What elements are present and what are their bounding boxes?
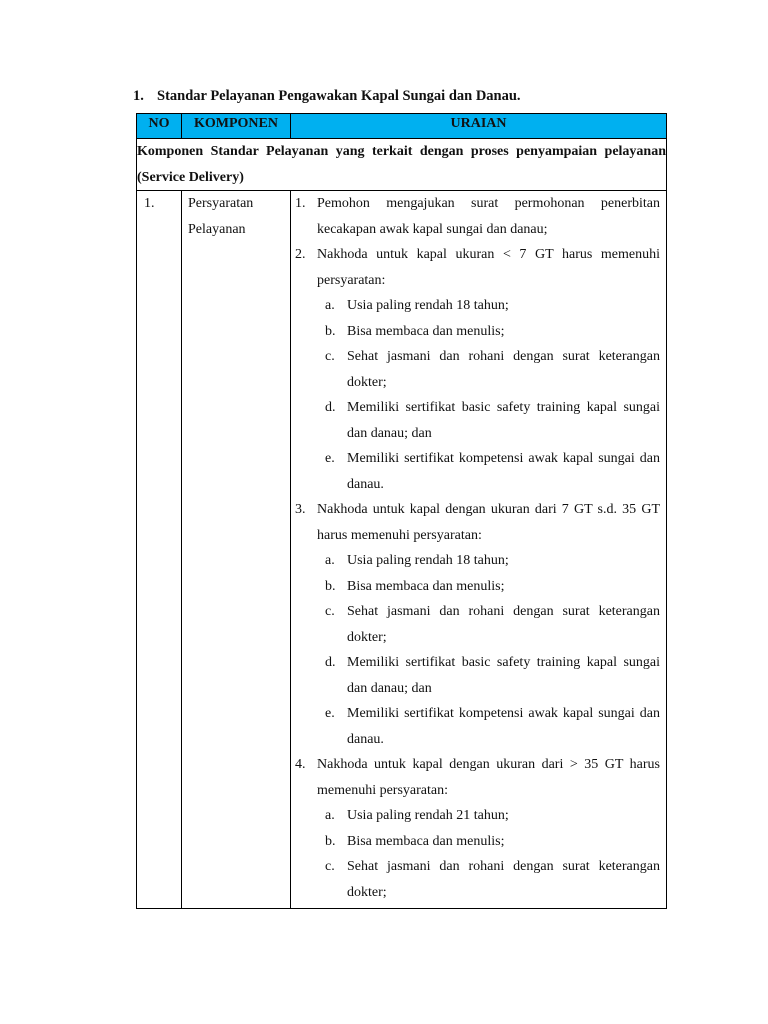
sub-list-item-text: Usia paling rendah 18 tahun; [347, 298, 509, 313]
sub-list-item [317, 446, 660, 497]
sub-list-item-text: Bisa membaca dan menulis; [347, 323, 505, 339]
list-item-number: 2. [295, 247, 306, 262]
section-title: Komponen Standar Pelayanan yang terkait dengan proses penyampaian pelayanan (Service Delivery) [137, 139, 667, 191]
sub-list-item-letter: d. [325, 655, 336, 670]
list-item [295, 752, 660, 905]
sub-list-item-text: Bisa membaca dan menulis; [347, 833, 505, 849]
sub-list-item-letter: a. [325, 808, 335, 823]
header-komponen: KOMPONEN [182, 114, 291, 139]
list-item-text: Nakhoda untuk kapal dengan ukuran dari > 35 GT harus memenuhi persyaratan: [317, 757, 660, 798]
list-item-text: Nakhoda untuk kapal ukuran < 7 GT harus memenuhi persyaratan: [317, 247, 660, 288]
sub-list-item [317, 829, 660, 855]
row-description [291, 191, 667, 909]
sub-list-item-letter: c. [325, 349, 335, 364]
table-header-row [137, 114, 667, 139]
sub-list-item-letter: c. [325, 604, 335, 619]
sub-list-item [317, 854, 660, 905]
sub-list-item [317, 548, 660, 574]
sub-list-item-text: Sehat jasmani dan rohani dengan surat keterangan dokter; [347, 349, 660, 390]
table-row [137, 191, 667, 909]
sub-list-item [317, 599, 660, 650]
sub-list-item-text: Memiliki sertifikat kompetensi awak kapal sungai dan danau. [347, 706, 660, 747]
list-item-text: Pemohon mengajukan surat permohonan penerbitan kecakapan awak kapal sungai dan danau; [317, 196, 660, 237]
header-uraian: URAIAN [291, 114, 667, 139]
sub-list-item-letter: e. [325, 451, 335, 466]
sub-list-item [317, 701, 660, 752]
sub-list-item [317, 344, 660, 395]
sub-list-item-letter: c. [325, 859, 335, 874]
heading-number: 1. [133, 88, 144, 104]
standard-table [136, 113, 667, 909]
sub-list [317, 548, 660, 752]
heading-text: Standar Pelayanan Pengawakan Kapal Sungai dan Danau. [157, 88, 521, 104]
sub-list-item-letter: e. [325, 706, 335, 721]
sub-list-item-text: Usia paling rendah 21 tahun; [347, 808, 509, 823]
sub-list-item-letter: a. [325, 298, 335, 313]
sub-list-item-text: Usia paling rendah 18 tahun; [347, 553, 509, 568]
sub-list-item-text: Memiliki sertifikat kompetensi awak kapal sungai dan danau. [347, 451, 660, 492]
sub-list [317, 293, 660, 497]
sub-list-item [317, 395, 660, 446]
sub-list-item-text: Memiliki sertifikat basic safety training kapal sungai dan danau; dan [347, 400, 660, 441]
sub-list-item-text: Sehat jasmani dan rohani dengan surat keterangan dokter; [347, 859, 660, 900]
list-item-number: 1. [295, 196, 306, 211]
list-item [295, 497, 660, 752]
row-component: Persyaratan Pelayanan [182, 191, 291, 909]
sub-list-item-text: Memiliki sertifikat basic safety training kapal sungai dan danau; dan [347, 655, 660, 696]
list-item [295, 242, 660, 497]
sub-list-item [317, 650, 660, 701]
sub-list-item-letter: b. [325, 578, 336, 594]
sub-list-item-text: Sehat jasmani dan rohani dengan surat keterangan dokter; [347, 604, 660, 645]
sub-list-item-text: Bisa membaca dan menulis; [347, 578, 505, 594]
sub-list-item-letter: a. [325, 553, 335, 568]
sub-list-item-letter: b. [325, 323, 336, 339]
sub-list-item [317, 574, 660, 600]
header-no: NO [137, 114, 182, 139]
list-item-number: 3. [295, 502, 306, 517]
sub-list-item-letter: b. [325, 833, 336, 849]
sub-list-item [317, 803, 660, 829]
list-item [295, 191, 660, 242]
requirements-list [295, 191, 660, 905]
list-item-number: 4. [295, 757, 306, 772]
sub-list [317, 803, 660, 905]
section-row [137, 139, 667, 191]
section-heading [133, 86, 521, 106]
sub-list-item-letter: d. [325, 400, 336, 415]
sub-list-item [317, 319, 660, 345]
sub-list-item [317, 293, 660, 319]
list-item-text: Nakhoda untuk kapal dengan ukuran dari 7 GT s.d. 35 GT harus memenuhi persyaratan: [317, 502, 660, 543]
row-number: 1. [137, 191, 182, 909]
